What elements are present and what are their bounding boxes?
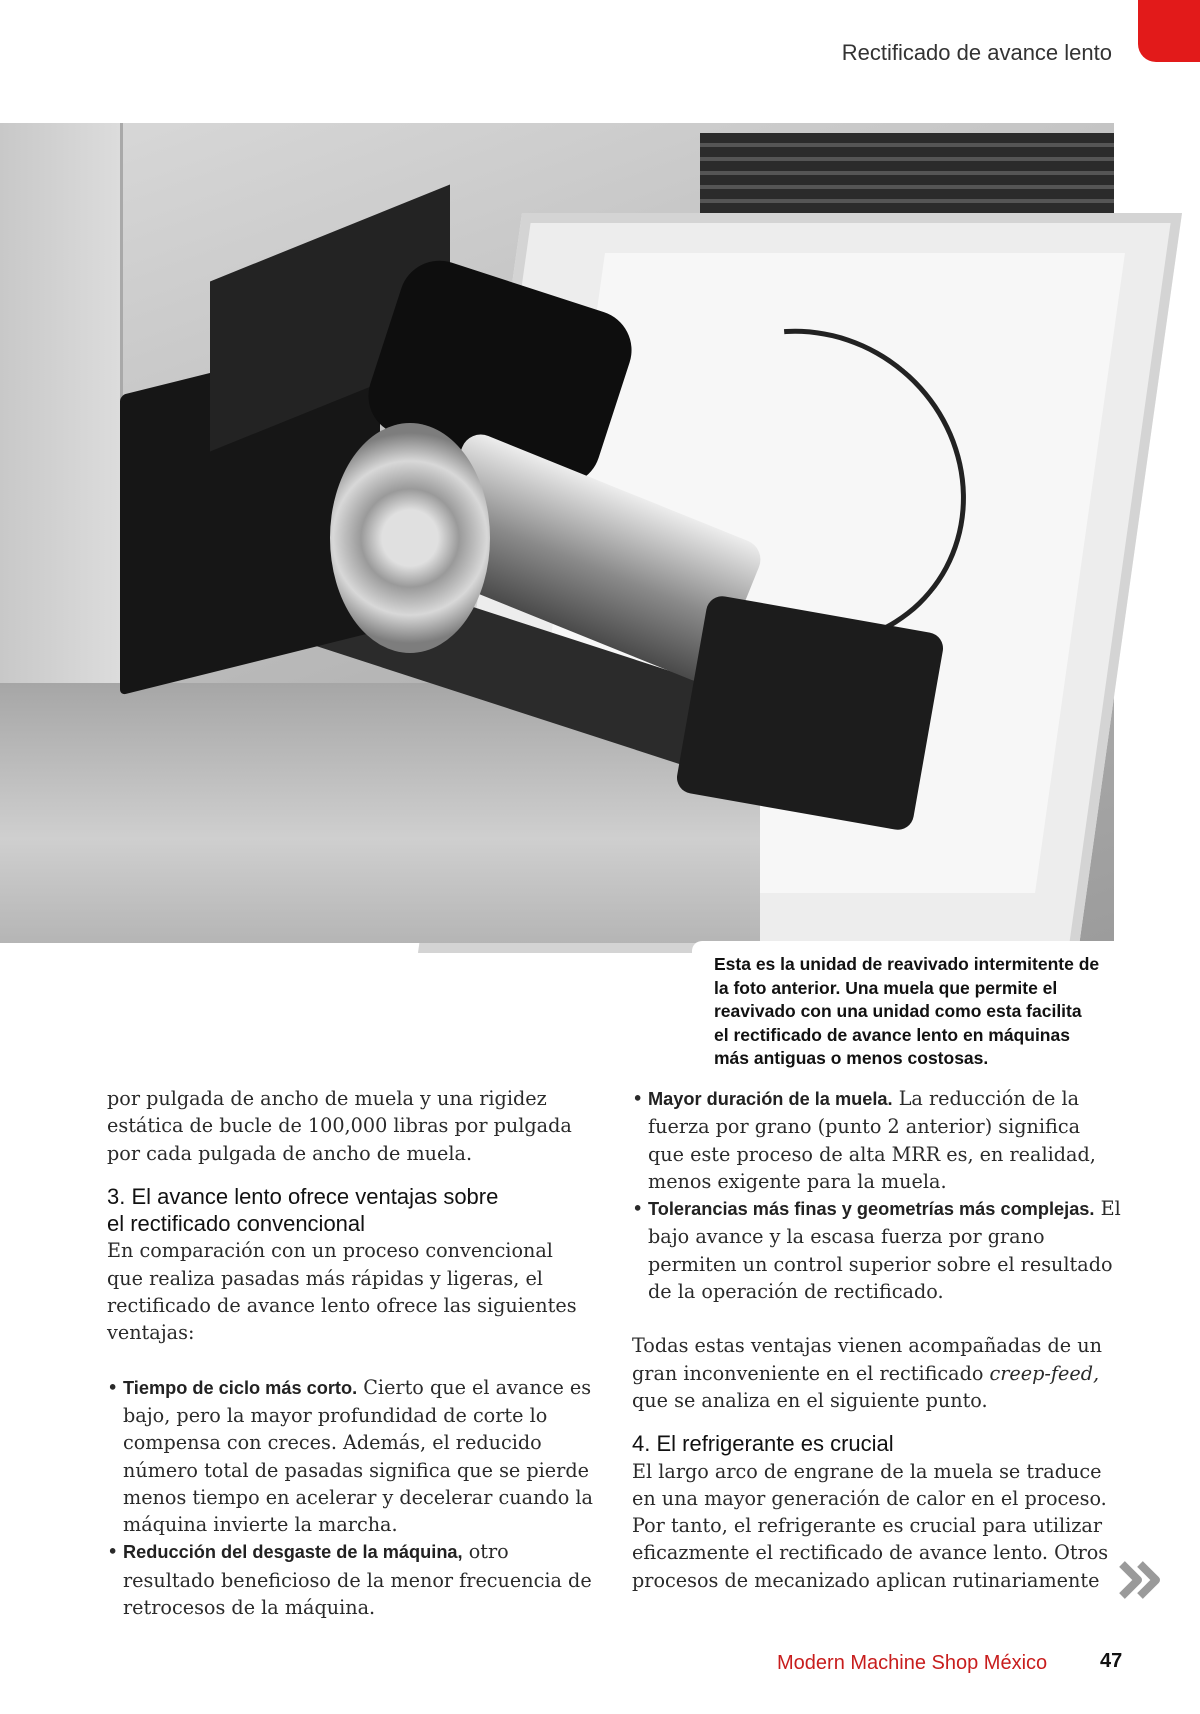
list-item: • Mayor duración de la muela. La reducción de la fuerza por grano (punto 2 anterior) significa que este proceso de alta MRR es, en realidad, menos exigente para la muela.	[632, 1087, 1096, 1193]
page-number: 47	[1100, 1650, 1123, 1672]
list-item: • Tolerancias más finas y geometrías más complejas. El bajo avance y la escasa fuerza por grano permiten un control superior sobre el resultado de la operación de rectificado.	[632, 1197, 1121, 1304]
left-column	[107, 1085, 593, 1621]
section-4-body: El largo arco de engrane de la muela se traduce en una mayor generación de calor en el proceso. Por tanto, el refrigerante es crucial para utilizar eficazmente el rectificado de avance lento. Otros procesos de mecanizado aplican rutinariamente	[632, 1459, 1109, 1592]
footer-publication: Modern Machine Shop México	[777, 1652, 1048, 1674]
section-3-body: En comparación con un proceso convencional que realiza pasadas más rápidas y ligeras, el rectificado de avance lento ofrece las siguientes ventajas:	[107, 1239, 577, 1345]
intro-paragraph: por pulgada de ancho de muela y una rigidez estática de bucle de 100,000 libras por pulgada por cada pulgada de ancho de muela.	[107, 1087, 572, 1165]
double-chevron-right-icon	[1118, 1560, 1166, 1600]
summary-paragraph: Todas estas ventajas vienen acompañadas de un gran inconveniente en el rectificado creep-feed, que se analiza en el siguiente punto.	[632, 1334, 1102, 1412]
section-4-heading: 4. El refrigerante es crucial	[632, 1431, 894, 1457]
list-item: • Tiempo de ciclo más corto. Cierto que el avance es bajo, pero la mayor profundidad de corte lo compensa con creces. Además, el reducido número total de pasadas significa que se pierde menos tiempo en acelerar y decelerar cuando la máquina invierte la marcha.	[107, 1375, 593, 1537]
running-header: Rectificado de avance lento	[841, 40, 1112, 65]
photo-dressing-unit	[0, 123, 1114, 1068]
photo-caption: Esta es la unidad de reavivado intermitente de la foto anterior. Una muela que permite el reavivado con una unidad como esta facilita el rectificado de avance lento en máquinas más antiguas o menos costosas.	[692, 941, 1114, 1064]
list-item: • Reducción del desgaste de la máquina, otro resultado beneficioso de la menor frecuencia de retrocesos de la máquina.	[107, 1540, 592, 1620]
section-3-heading: 3. El avance lento ofrece ventajas sobre el rectificado convencional	[107, 1183, 499, 1237]
page-corner-tab	[1138, 0, 1200, 62]
right-column	[632, 1085, 1122, 1594]
